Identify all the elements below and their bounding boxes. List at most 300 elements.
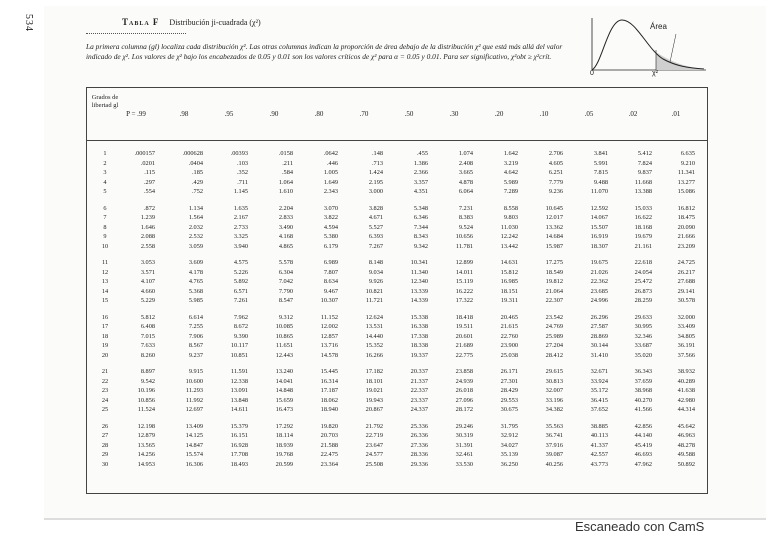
chi-value-cell: 3.571 <box>140 268 155 276</box>
degrees-of-freedom-cell: 25 <box>101 406 109 413</box>
chi-value-cell: 18.549 <box>545 268 563 276</box>
chi-value-cell: 15.033 <box>634 204 652 212</box>
chi-value-cell: 28.869 <box>590 332 608 340</box>
chi-value-cell: 14.611 <box>230 406 248 413</box>
chi-value-cell: 8.260 <box>140 351 155 359</box>
chi-value-cell: 12.592 <box>590 204 608 212</box>
chi-value-cell: 42.856 <box>634 422 652 430</box>
chi-value-cell: 39.087 <box>545 451 563 458</box>
chi-value-cell: 47.962 <box>634 460 652 468</box>
chi-value-cell: .00393 <box>230 150 248 157</box>
chi-value-cell: 7.344 <box>413 223 428 231</box>
chi-value-cell: 3.053 <box>140 259 155 266</box>
table-row <box>87 160 707 169</box>
chi-value-cell: 6.393 <box>368 233 383 240</box>
chi-value-cell: 12.017 <box>545 214 563 221</box>
chi-value-cell: 10.117 <box>230 342 248 349</box>
table-row <box>87 169 707 178</box>
chi-value-cell: 45.419 <box>634 441 652 449</box>
chi-value-cell: 7.779 <box>548 178 563 186</box>
chi-value-cell: .185 <box>191 169 203 176</box>
chi-value-cell: 34.382 <box>545 406 563 413</box>
chi-value-cell: 5.892 <box>233 278 248 285</box>
chi-value-cell: 11.651 <box>275 342 293 349</box>
chi-value-cell: 11.668 <box>634 178 652 186</box>
chi-value-cell: 22.719 <box>365 432 383 439</box>
table-row <box>87 333 707 342</box>
chi-value-cell: 17.182 <box>365 368 383 375</box>
chi-value-cell: 22.475 <box>320 451 338 458</box>
chi-value-cell: .0642 <box>323 150 338 157</box>
chi-value-cell: 4.865 <box>278 242 293 250</box>
chi-value-cell: 9.210 <box>680 159 695 167</box>
chi-value-cell: 33.409 <box>677 323 695 330</box>
chi-value-cell: 26.171 <box>500 368 518 375</box>
degrees-of-freedom-cell: 21 <box>101 368 109 375</box>
chi-value-cell: 13.848 <box>230 396 248 404</box>
chi-value-cell: 38.932 <box>677 368 695 375</box>
chi-value-cell: 16.985 <box>500 278 518 285</box>
chi-value-cell: 13.388 <box>634 188 652 195</box>
chi-value-cell: 36.415 <box>590 396 608 404</box>
chi-value-cell: 12.879 <box>137 432 155 439</box>
table-row <box>87 461 707 470</box>
chi-square-curve-figure <box>588 14 708 84</box>
table-row <box>87 451 707 460</box>
chi-value-cell: 14.578 <box>320 351 338 359</box>
table-row <box>87 352 707 361</box>
chi-value-cell: 1.134 <box>188 204 203 212</box>
chi-value-cell: 13.362 <box>545 223 563 231</box>
chi-value-cell: 1.005 <box>323 169 338 176</box>
chi-value-cell: 40.113 <box>590 432 608 439</box>
chi-value-cell: 7.015 <box>140 332 155 340</box>
degrees-of-freedom-cell: 13 <box>101 278 109 285</box>
chi-value-cell: 14.848 <box>275 387 293 394</box>
chi-value-cell: 15.086 <box>677 188 695 195</box>
chi-value-cell: 21.689 <box>455 342 473 349</box>
column-header: .90 <box>269 110 279 118</box>
chi-value-cell: 7.906 <box>188 332 203 340</box>
table-row <box>87 397 707 406</box>
chi-value-cell: 32.671 <box>590 368 608 375</box>
chi-value-cell: 1.635 <box>233 204 248 212</box>
degrees-of-freedom-cell: 26 <box>101 422 109 430</box>
chi-value-cell: 15.445 <box>320 368 338 375</box>
chi-value-cell: 10.645 <box>545 204 563 212</box>
chi-value-cell: 5.989 <box>503 178 518 186</box>
table-row <box>87 342 707 351</box>
chi-value-cell: 27.688 <box>677 278 695 285</box>
chi-value-cell: 7.255 <box>188 323 203 330</box>
chi-value-cell: 16.222 <box>455 287 473 295</box>
chi-value-cell: 32.346 <box>634 332 652 340</box>
table-row <box>87 378 707 387</box>
chi-value-cell: 10.851 <box>230 351 248 359</box>
chi-value-cell: 13.531 <box>365 323 383 330</box>
degrees-of-freedom-cell: 15 <box>101 297 109 304</box>
chi-value-cell: 11.781 <box>455 242 473 250</box>
chi-value-cell: 24.996 <box>590 297 608 304</box>
chi-value-cell: 11.152 <box>320 313 338 321</box>
chi-value-cell: 4.178 <box>188 268 203 276</box>
chi-value-cell: 9.915 <box>188 368 203 375</box>
chi-value-cell: 30.675 <box>500 406 518 413</box>
chi-value-cell: 43.773 <box>590 460 608 468</box>
chi-value-cell: 11.591 <box>230 368 248 375</box>
degrees-of-freedom-cell: 18 <box>101 332 109 340</box>
chi-value-cell: 9.237 <box>188 351 203 359</box>
chi-value-cell: 21.615 <box>500 323 518 330</box>
chi-value-cell: 11.341 <box>677 169 695 176</box>
chi-value-cell: 21.064 <box>545 287 563 295</box>
chi-value-cell: 37.652 <box>590 406 608 413</box>
chi-value-cell: 41.638 <box>677 387 695 394</box>
chi-value-cell: 29.633 <box>634 313 652 321</box>
chi-value-cell: 7.042 <box>278 278 293 285</box>
table-row <box>87 314 707 323</box>
table-row <box>87 278 707 287</box>
chi-value-cell: 2.366 <box>413 169 428 176</box>
degrees-of-freedom-cell: 16 <box>101 313 109 321</box>
degrees-of-freedom-cell: 22 <box>101 377 109 385</box>
chi-value-cell: 40.289 <box>677 377 695 385</box>
column-header: .02 <box>628 110 638 118</box>
chi-value-cell: 1.145 <box>233 188 248 195</box>
chi-value-cell: 7.231 <box>458 204 473 212</box>
chi-value-cell: 23.858 <box>455 368 473 375</box>
column-header: .30 <box>449 110 459 118</box>
chi-value-cell: 2.343 <box>323 188 338 195</box>
chi-value-cell: 6.179 <box>323 242 338 250</box>
chi-value-cell: 18.114 <box>275 432 293 439</box>
chi-value-cell: 12.338 <box>230 377 248 385</box>
column-header: .50 <box>404 110 414 118</box>
chi-value-cell: 12.340 <box>410 278 428 285</box>
degrees-of-freedom-cell: 11 <box>101 259 109 266</box>
chi-value-cell: 23.337 <box>410 396 428 404</box>
chi-value-cell: 41.566 <box>634 406 652 413</box>
chi-value-cell: 40.256 <box>545 460 563 468</box>
chi-value-cell: 17.292 <box>275 422 293 430</box>
chi-value-cell: 10.600 <box>185 377 203 385</box>
scanner-watermark: Escaneado con CamS <box>575 519 705 534</box>
table-row <box>87 387 707 396</box>
chi-value-cell: 5.380 <box>323 233 338 240</box>
chi-value-cell: 32.912 <box>500 432 518 439</box>
chi-value-cell: 29.615 <box>545 368 563 375</box>
chi-value-cell: 13.716 <box>320 342 338 349</box>
chi-value-cell: 35.172 <box>590 387 608 394</box>
chi-value-cell: 2.204 <box>278 204 293 212</box>
chi-value-cell: 1.074 <box>458 150 473 157</box>
chi-value-cell: 1.642 <box>503 150 518 157</box>
chi-value-cell: 9.837 <box>637 169 652 176</box>
chi-value-cell: 15.379 <box>230 422 248 430</box>
chi-value-cell: .713 <box>371 159 383 167</box>
chi-value-cell: 13.277 <box>677 178 695 186</box>
chi-value-cell: 4.765 <box>188 278 203 285</box>
table-row <box>87 432 707 441</box>
degrees-of-freedom-cell: 7 <box>103 214 107 221</box>
chi-value-cell: .584 <box>281 169 293 176</box>
chi-value-cell: 33.924 <box>590 377 608 385</box>
chi-value-cell: 5.226 <box>233 268 248 276</box>
chi-value-cell: 2.408 <box>458 159 473 167</box>
chi-value-cell: 3.841 <box>593 150 608 157</box>
chi-value-cell: 18.338 <box>410 342 428 349</box>
chi-value-cell: 32.007 <box>545 387 563 394</box>
chi-value-cell: 16.622 <box>634 214 652 221</box>
chi-value-cell: 7.289 <box>503 188 518 195</box>
chi-value-cell: 24.725 <box>677 259 695 266</box>
chi-value-cell: 44.140 <box>634 432 652 439</box>
chi-value-cell: .103 <box>236 159 248 167</box>
chi-value-cell: 44.314 <box>677 406 695 413</box>
chi-value-cell: 15.352 <box>365 342 383 349</box>
chi-value-cell: 16.928 <box>230 441 248 449</box>
chi-value-cell: 7.807 <box>323 268 338 276</box>
chi-value-cell: 34.027 <box>500 441 518 449</box>
chi-value-cell: .752 <box>191 188 203 195</box>
chi-value-cell: 41.337 <box>590 441 608 449</box>
chi-value-cell: 35.563 <box>545 422 563 430</box>
chi-value-cell: 27.336 <box>410 441 428 449</box>
chi-value-cell: 48.278 <box>677 441 695 449</box>
chi-value-cell: 28.172 <box>455 406 473 413</box>
chi-value-cell: 35.020 <box>634 351 652 359</box>
chi-value-cell: 3.822 <box>323 214 338 221</box>
chi-value-cell: 19.311 <box>500 297 518 304</box>
chi-value-cell: 12.002 <box>320 323 338 330</box>
chi-value-cell: 9.312 <box>278 313 293 321</box>
degrees-of-freedom-cell: 30 <box>101 460 109 468</box>
chi-value-cell: 10.196 <box>137 387 155 394</box>
column-header: .95 <box>224 110 234 118</box>
chi-value-cell: 38.968 <box>634 387 652 394</box>
degrees-of-freedom-cell: 20 <box>101 351 109 359</box>
chi-value-cell: 23.364 <box>320 460 338 468</box>
chi-value-cell: 11.293 <box>185 387 203 394</box>
chi-value-cell: 4.660 <box>140 287 155 295</box>
chi-value-cell: 20.703 <box>320 432 338 439</box>
chi-value-cell: 9.390 <box>233 332 248 340</box>
chi-value-cell: 16.266 <box>365 351 383 359</box>
chi-value-cell: 42.557 <box>590 451 608 458</box>
column-header: .20 <box>494 110 504 118</box>
chi-value-cell: 9.488 <box>593 178 608 186</box>
degrees-of-freedom-cell: 24 <box>101 396 109 404</box>
chi-value-cell: 7.267 <box>368 242 383 250</box>
chi-value-cell: 35.139 <box>500 451 518 458</box>
table-row <box>87 243 707 252</box>
chi-value-cell: 9.467 <box>323 287 338 295</box>
chi-value-cell: 23.209 <box>677 242 695 250</box>
chi-value-cell: 29.246 <box>455 422 473 430</box>
chi-value-cell: 2.558 <box>140 242 155 250</box>
origin-label: 0 <box>590 70 594 77</box>
chi-value-cell: 19.337 <box>410 351 428 359</box>
chi-value-cell: 2.733 <box>233 223 248 231</box>
chi-value-cell: 8.558 <box>503 204 518 212</box>
chi-value-cell: 30.995 <box>634 323 652 330</box>
chi-value-cell: 18.493 <box>230 460 248 468</box>
chi-value-cell: 22.618 <box>634 259 652 266</box>
table-head <box>87 88 707 141</box>
degrees-of-freedom-cell: 14 <box>101 287 109 295</box>
chi-value-cell: 19.675 <box>590 259 608 266</box>
chi-value-cell: 19.820 <box>320 422 338 430</box>
chi-value-cell: 3.357 <box>413 178 428 186</box>
chi-value-cell: 14.631 <box>500 259 518 266</box>
chi-value-cell: 20.465 <box>500 313 518 321</box>
chi-value-cell: 2.167 <box>233 214 248 221</box>
chi-value-cell: 1.610 <box>278 188 293 195</box>
chi-value-cell: 12.443 <box>275 351 293 359</box>
chi-value-cell: 10.085 <box>275 323 293 330</box>
chi-value-cell: 21.026 <box>590 268 608 276</box>
chi-value-cell: 27.204 <box>545 342 563 349</box>
chi-value-cell: 27.096 <box>455 396 473 404</box>
chi-value-cell: .554 <box>143 188 155 195</box>
chi-value-cell: 6.251 <box>548 169 563 176</box>
chi-value-cell: 36.343 <box>634 368 652 375</box>
chi-value-cell: 23.647 <box>365 441 383 449</box>
chi-value-cell: 24.337 <box>410 406 428 413</box>
column-header: .01 <box>671 110 681 118</box>
chi-value-cell: 3.219 <box>503 159 518 167</box>
chi-value-cell: 9.236 <box>548 188 563 195</box>
chi-value-cell: 50.892 <box>677 460 695 468</box>
chi-value-cell: 33.530 <box>455 460 473 468</box>
chi-value-cell: 26.873 <box>634 287 652 295</box>
chi-value-cell: 5.812 <box>140 313 155 321</box>
chi-value-cell: 8.343 <box>413 233 428 240</box>
degrees-of-freedom-cell: 17 <box>101 323 109 330</box>
chi-value-cell: 1.386 <box>413 159 428 167</box>
table-row <box>87 214 707 223</box>
chi-value-cell: .115 <box>144 169 155 176</box>
chi-value-cell: 16.151 <box>230 432 248 439</box>
page-number: 534 <box>23 14 34 32</box>
chi-value-cell: 17.275 <box>545 259 563 266</box>
chi-value-cell: 3.000 <box>368 188 383 195</box>
chi-value-cell: 4.594 <box>323 223 338 231</box>
chi-value-cell: 19.511 <box>455 323 473 330</box>
chi-value-cell: 28.412 <box>545 351 563 359</box>
chi-value-cell: 8.897 <box>140 368 155 375</box>
chi-value-cell: 21.337 <box>410 377 428 385</box>
chi-value-cell: 21.666 <box>677 233 695 240</box>
chi-value-cell: 11.524 <box>137 406 155 413</box>
chi-value-cell: 1.564 <box>188 214 203 221</box>
table-row <box>87 205 707 214</box>
degrees-of-freedom-cell: 10 <box>101 242 109 250</box>
table-row <box>87 288 707 297</box>
chi-value-cell: 11.721 <box>365 297 383 304</box>
degrees-of-freedom-cell: 6 <box>103 204 107 212</box>
chi-value-cell: 18.168 <box>634 223 652 231</box>
chi-value-cell: 12.899 <box>455 259 473 266</box>
chi-value-cell: 2.088 <box>140 233 155 240</box>
chi-value-cell: 31.795 <box>500 422 518 430</box>
chi-value-cell: 30.578 <box>677 297 695 304</box>
chi-value-cell: 7.962 <box>233 313 248 321</box>
chi-square-curve-icon <box>588 14 708 84</box>
chi-value-cell: 5.985 <box>188 297 203 304</box>
chi-value-cell: 8.634 <box>323 278 338 285</box>
chi-value-cell: 13.240 <box>275 368 293 375</box>
chi-value-cell: 4.605 <box>548 159 563 167</box>
chi-value-cell: 9.542 <box>140 377 155 385</box>
chi-value-cell: 19.943 <box>365 396 383 404</box>
chi-value-cell: 26.336 <box>410 432 428 439</box>
chi-value-cell: 5.368 <box>188 287 203 295</box>
chi-value-cell: 12.242 <box>500 233 518 240</box>
degrees-of-freedom-cell: 19 <box>101 342 109 349</box>
chi-value-cell: 22.307 <box>545 297 563 304</box>
table-row <box>87 150 707 159</box>
chi-value-cell: 22.775 <box>455 351 473 359</box>
chi-value-cell: 8.148 <box>368 259 383 266</box>
chi-value-cell: 1.424 <box>368 169 383 176</box>
chi-value-cell: 37.659 <box>634 377 652 385</box>
chi-square-table <box>86 87 708 494</box>
chi-value-cell: 20.601 <box>455 332 473 340</box>
table-label: Tabla F <box>122 17 160 27</box>
chi-value-cell: 23.685 <box>590 287 608 295</box>
chi-value-cell: 21.792 <box>365 422 383 430</box>
chi-value-cell: 29.553 <box>500 396 518 404</box>
chi-value-cell: 5.412 <box>637 150 652 157</box>
chi-value-cell: 33.196 <box>545 396 563 404</box>
chi-value-cell: 3.940 <box>233 242 248 250</box>
chi-value-cell: 31.391 <box>455 441 473 449</box>
chi-value-cell: 18.101 <box>365 377 383 385</box>
chi-value-cell: 13.091 <box>230 387 248 394</box>
chi-value-cell: 27.301 <box>500 377 518 385</box>
chi-value-cell: 13.409 <box>185 422 203 430</box>
chi-value-cell: 24.939 <box>455 377 473 385</box>
chi-value-cell: 28.429 <box>500 387 518 394</box>
chi-value-cell: 14.041 <box>275 377 293 385</box>
chi-value-cell: 25.472 <box>634 278 652 285</box>
chi-value-cell: .352 <box>236 169 248 176</box>
chi-value-cell: 11.340 <box>410 268 428 276</box>
intro-paragraph: La primera columna (gl) localiza cada distribución χ². Las otras columnas indican la proporción de área debajo de la distribución χ² que está más allá del valor indicado de χ². Los valores de χ² bajo los encabezados de 0.05 y 0.01 son los valores críticos de χ² para α = 0.05 y 0.01. Para ser significativo, χ²obt ≥ χ²crít. <box>86 42 563 61</box>
table-row <box>87 269 707 278</box>
chi-value-cell: 42.980 <box>677 396 695 404</box>
table-row <box>87 442 707 451</box>
chi-value-cell: 1.239 <box>140 214 155 221</box>
chi-value-cell: 12.697 <box>185 406 203 413</box>
chi-value-cell: 30.144 <box>590 342 608 349</box>
column-header: .05 <box>584 110 594 118</box>
chi-value-cell: 12.624 <box>365 313 383 321</box>
chi-value-cell: 4.878 <box>458 178 473 186</box>
degrees-of-freedom-cell: 4 <box>103 178 107 186</box>
chi-value-cell: 25.038 <box>500 351 518 359</box>
chi-value-cell: 29.336 <box>410 460 428 468</box>
chi-value-cell: 18.062 <box>320 396 338 404</box>
header-divider <box>86 33 186 34</box>
chi-value-cell: .446 <box>326 159 338 167</box>
chi-value-cell: 6.989 <box>323 259 338 266</box>
chi-value-cell: 4.671 <box>368 214 383 221</box>
chi-value-cell: 8.672 <box>233 323 248 330</box>
chi-value-cell: 6.635 <box>680 150 695 157</box>
area-label: Área <box>650 22 667 31</box>
